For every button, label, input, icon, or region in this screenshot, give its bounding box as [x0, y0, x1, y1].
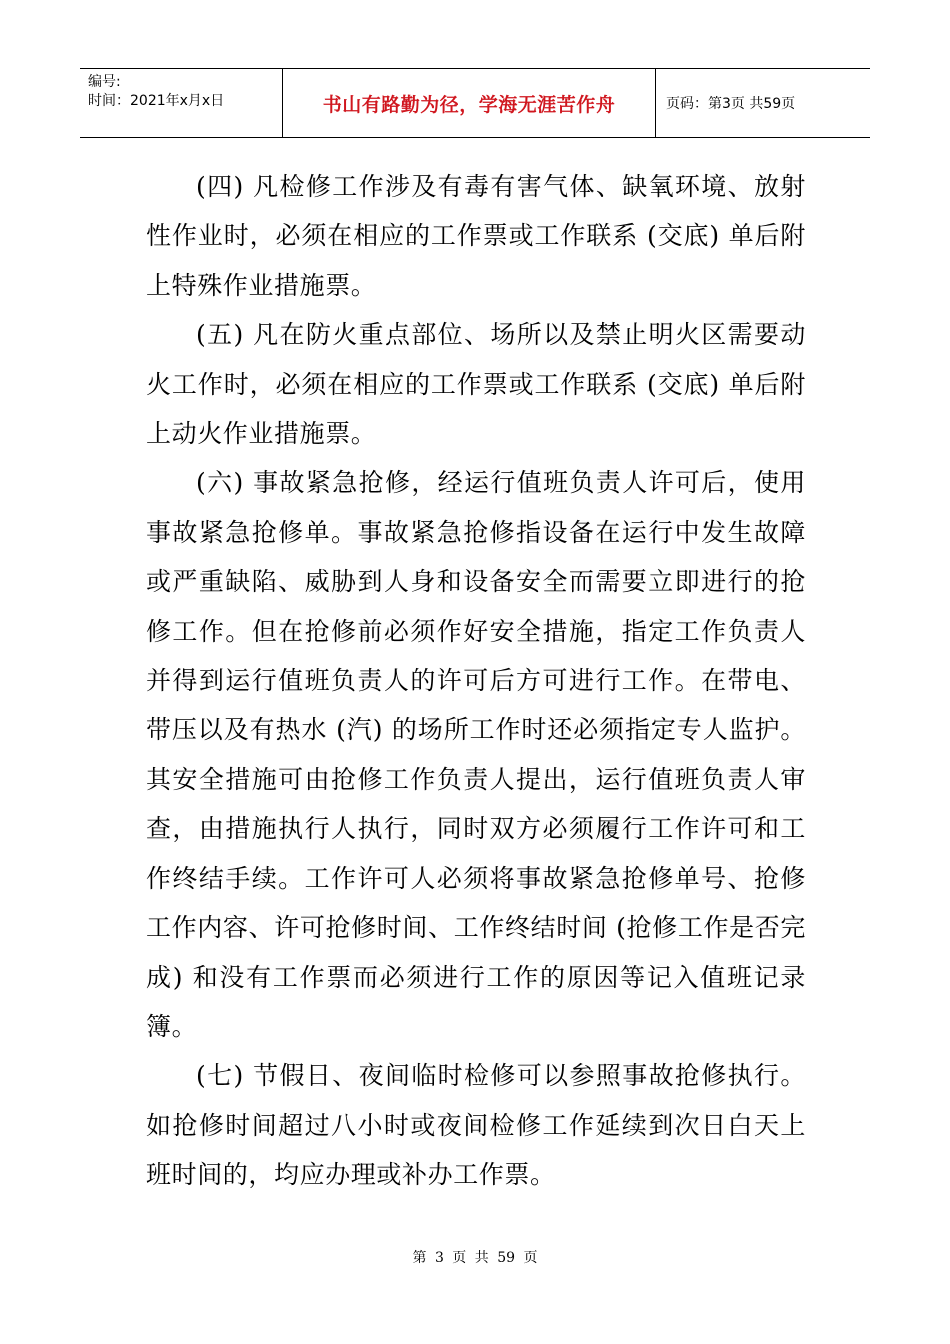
document-header	[80, 68, 870, 138]
document-body	[146, 162, 806, 1200]
paragraph-7: (七) 节假日、夜间临时检修可以参照事故抢修执行。如抢修时间超过八小时或夜间检修工作延续到次日白天上班时间的，均应办理或补办工作票。	[146, 1061, 806, 1190]
paragraph-6: (六) 事故紧急抢修，经运行值班负责人许可后，使用事故紧急抢修单。事故紧急抢修指设备在运行中发生故障或严重缺陷、威胁到人身和设备安全而需要立即进行的抢修工作。但在抢修前必须作好安全措施，指定工作负责人并得到运行值班负责人的许可后方可进行工作。在带电、带压以及有热水 (汽) 的场所工作时还必须指定专人监护。其安全措施可由抢修工作负责人提出，运行值班负责人审查，由措施执行人执行，同时双方必须履行工作许可和工作终结手续。工作许可人必须将事故紧急抢修单号、抢修工作内容、许可抢修时间、工作终结时间 (抢修工作是否完成) 和没有工作票而必须进行工作的原因等记入值班记录簿。	[146, 468, 806, 1041]
document-number-label: 编号:	[88, 74, 121, 90]
page-footer: 第 3 页 共 59 页	[412, 1250, 538, 1266]
document-date: 时间：2021年x月x日	[88, 93, 225, 109]
paragraph-5: (五) 凡在防火重点部位、场所以及禁止明火区需要动火工作时，必须在相应的工作票或工作联系 (交底) 单后附上动火作业措施票。	[146, 320, 806, 449]
header-page-number: 页码：第3页 共59页	[666, 96, 796, 112]
header-meta	[80, 69, 282, 137]
paragraph-4: (四) 凡检修工作涉及有毒有害气体、缺氧环境、放射性作业时，必须在相应的工作票或工作联系 (交底) 单后附上特殊作业措施票。	[146, 172, 806, 300]
header-motto: 书山有路勤为径，学海无涯苦作舟	[282, 69, 656, 137]
